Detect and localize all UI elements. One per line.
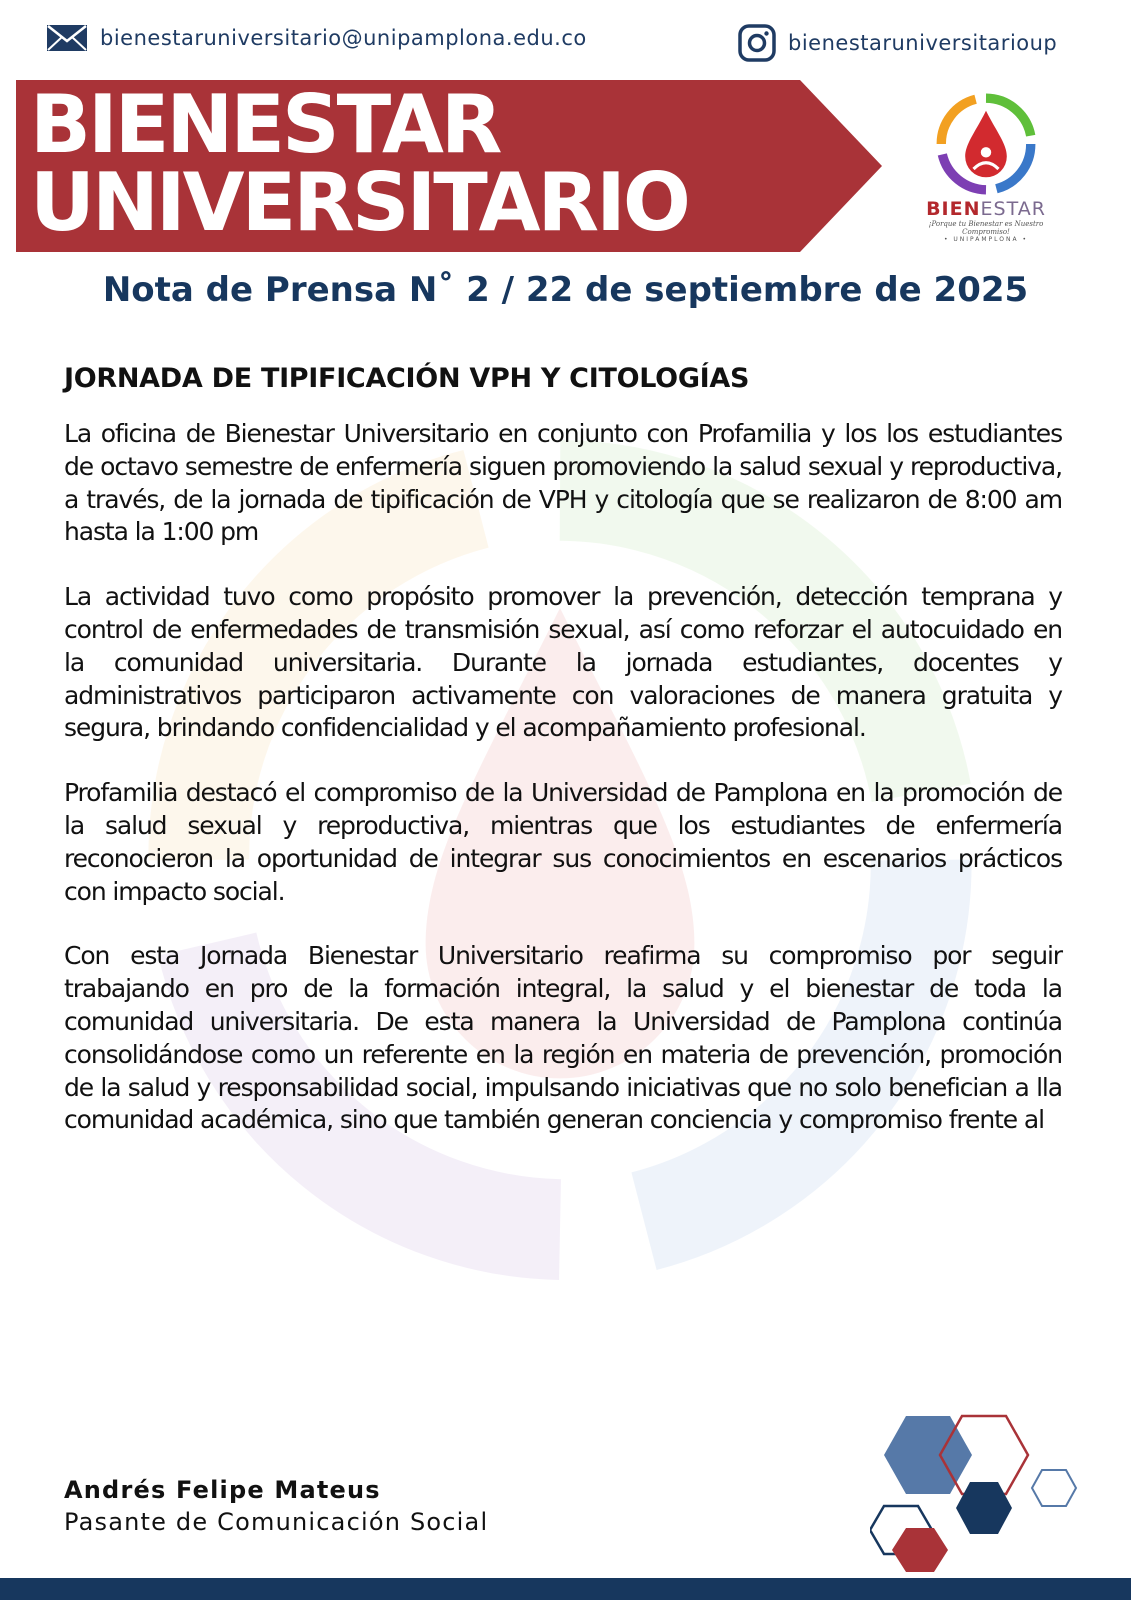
header-banner	[16, 80, 882, 252]
instagram-handle[interactable]: bienestaruniversitarioup	[788, 31, 1058, 55]
bienestar-logo	[906, 92, 1066, 242]
instagram-icon	[738, 24, 776, 62]
author-name: Andrés Felipe Mateus	[64, 1476, 381, 1504]
banner-line-1: BIENESTAR	[30, 78, 500, 171]
envelope-icon	[46, 24, 88, 52]
decorative-hexagons	[870, 1400, 1110, 1590]
banner-title	[30, 78, 688, 249]
article-body	[64, 418, 1062, 1169]
footer-bar	[0, 1578, 1131, 1600]
author-signature	[64, 1474, 488, 1538]
author-role: Pasante de Comunicación Social	[64, 1508, 489, 1536]
article-headline: JORNADA DE TIPIFICACIÓN VPH Y CITOLOGÍAS	[64, 363, 750, 394]
logo-ring-icon	[934, 92, 1038, 196]
logo-wordmark	[906, 198, 1066, 220]
paragraph-2: La actividad tuvo como propósito promover la prevención, detección temprana y control de enfermedades de transmisión sexual, así como reforzar el autocuidado en la comunidad universitaria. Durante la jornada estudiantes, docentes y administrativos participaron activamente con valoraciones de manera gratuita y segura, brindando confidencialidad y el acompañamiento profesional.	[64, 582, 1062, 743]
logo-subtitle: • UNIPAMPLONA •	[943, 236, 1029, 243]
banner-line-2: UNIVERSITARIO	[30, 156, 688, 249]
paragraph-3: Profamilia destacó el compromiso de la Universidad de Pamplona en la promoción de la salud sexual y reproductiva, mientras que los estudiantes de enfermería reconocieron la oportunidad de integrar sus conocimientos en escenarios prácticos con impacto social.	[64, 778, 1062, 906]
paragraph-1: La oficina de Bienestar Universitario en conjunto con Profamilia y los los estudiantes de octavo semestre de enfermería siguen promoviendo la salud sexual y reproductiva, a través, de la jornada de tipificación de VPH y citología que se realizaron de 8:00 am hasta la 1:00 pm	[64, 419, 1062, 547]
contact-instagram[interactable]	[738, 24, 1057, 62]
logo-word-estar: ESTAR	[980, 198, 1046, 220]
contact-email[interactable]	[46, 24, 587, 52]
press-release-title: Nota de Prensa N˚ 2 / 22 de septiembre de 2025	[102, 270, 1029, 310]
logo-word-bien: BIEN	[926, 198, 981, 220]
paragraph-4: Con esta Jornada Bienestar Universitario reafirma su compromiso por seguir trabajando en pro de la formación integral, la salud y el bienestar de toda la comunidad universitaria. De esta manera la Universidad de Pamplona continúa consolidándose como un referente en la región en materia de prevención, promoción de la salud y responsabilidad social, impulsando iniciativas que no solo benefician a lla comunidad académica, sino que también generan conciencia y compromiso frente al	[64, 941, 1062, 1135]
logo-slogan: ¡Porque tu Bienestar es Nuestro Compromiso!	[928, 220, 1044, 236]
email-address[interactable]: bienestaruniversitario@unipamplona.edu.co	[100, 26, 587, 50]
